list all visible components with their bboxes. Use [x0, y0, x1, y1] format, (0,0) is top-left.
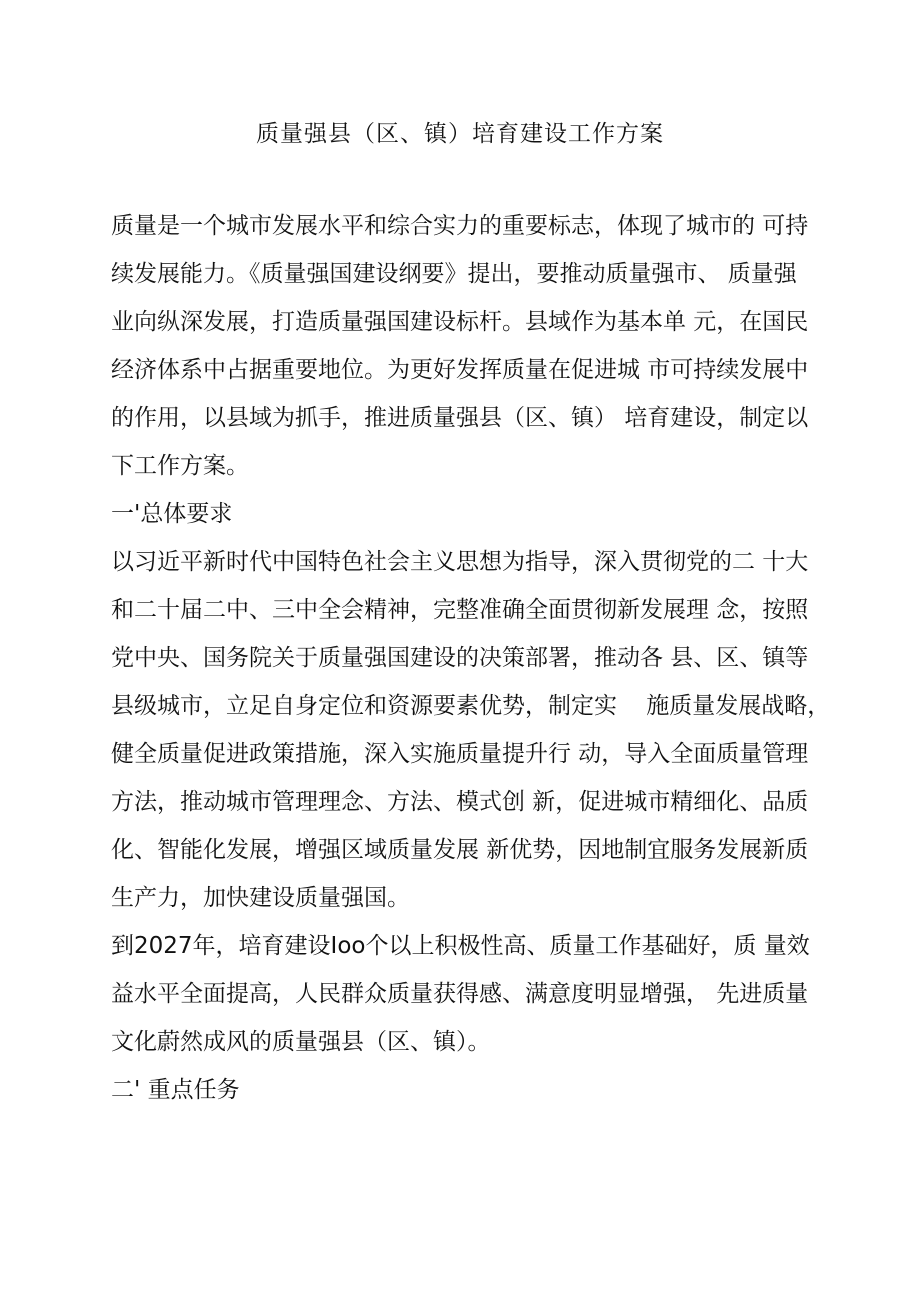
body-line: 到2027年，培育建设Ioo个以上积极性高、质量工作基础好，质 量效 [111, 933, 810, 959]
body-line: 党中央、国务院关于质量强国建设的决策部署，推动各 县、区、镇等 [111, 645, 809, 671]
body-line: 经济体系中占据重要地位。为更好发挥质量在促进城 市可持续发展中 [111, 357, 809, 383]
body-line: 下工作方案。 [111, 453, 249, 479]
body-line: 化、智能化发展，增强区域质量发展 新优势，因地制宜服务发展新质 [111, 837, 809, 863]
body-line: 生产力，加快建设质量强国。 [111, 885, 410, 911]
body-line: 质量是一个城市发展水平和综合实力的重要标志，体现了城市的 可持 [111, 213, 809, 239]
body-line: 方法，推动城市管理理念、方法、模式创 新，促进城市精细化、品质 [111, 789, 809, 815]
body-line: 的作用，以县域为抓手，推进质量强县（区、镇） 培育建设，制定以 [111, 405, 809, 431]
body-line: 文化蔚然成风的质量强县（区、镇）。 [111, 1029, 491, 1055]
body-line: 县级城市，立足自身定位和资源要素优势，制定实 施质量发展战略， [111, 693, 831, 719]
section-heading-key-tasks: 二' 重点任务 [111, 1077, 240, 1103]
body-line: 以习近平新时代中国特色社会主义思想为指导，深入贯彻党的二 十大 [111, 549, 809, 575]
body-line: 和二十届二中、三中全会精神，完整准确全面贯彻新发展理 念，按照 [111, 597, 809, 623]
body-line: 益水平全面提高，人民群众质量获得感、满意度明显增强， 先进质量 [111, 981, 809, 1007]
document-body [111, 202, 831, 1114]
body-line: 业向纵深发展，打造质量强国建设标杆。县域作为基本单 元，在国民 [111, 309, 809, 335]
section-heading-overall-requirements: 一'总体要求 [111, 501, 233, 527]
document-title: 质量强县（区、镇）培育建设工作方案 [256, 121, 664, 147]
body-line: 续发展能力。《质量强国建设纲要》提出，要推动质量强市、 质量强 [111, 261, 797, 287]
body-line: 健全质量促进政策措施，深入实施质量提升行 动，导入全面质量管理 [111, 741, 809, 767]
